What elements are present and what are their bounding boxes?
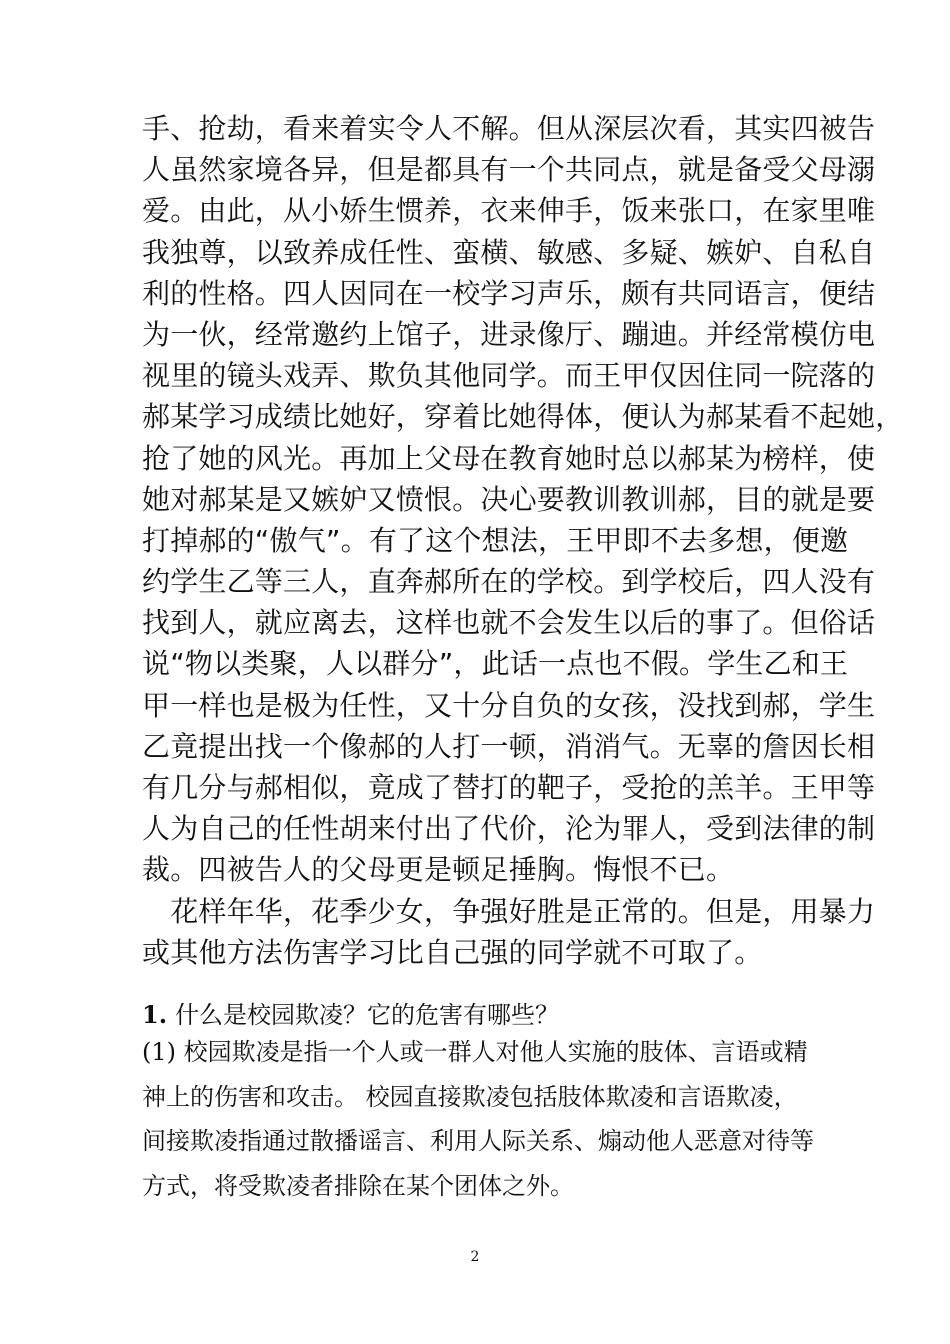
question-text: 什么是校园欺凌？它的危害有哪些？ <box>175 1001 560 1029</box>
text-line: (1) 校园欺凌是指一个人或一群人对他人实施的肢体、言语或精 <box>142 1038 808 1066</box>
text-line: 利的性格。四人因同在一校学习声乐，颇有共同语言，便结 <box>142 276 876 310</box>
text-line: 花样年华，花季少女，争强好胜是正常的。但是，用暴力 <box>142 894 876 928</box>
text-line: 乙竟提出找一个像郝的人打一顿，消消气。无辜的詹因长相 <box>142 729 876 763</box>
text-line: 间接欺凌指通过散播谣言、利用人际关系、煽动他人恶意对待等 <box>142 1127 814 1155</box>
text-line: 裁。四被告人的父母更是顿足捶胸。悔恨不已。 <box>142 853 735 887</box>
text-line: 或其他方法伤害学习比自己强的同学就不可取了。 <box>142 935 763 969</box>
text-line: 为一伙，经常邀约上馆子，进录像厅、蹦迪。并经常模仿电 <box>142 317 876 351</box>
text-line: 说“物以类聚，人以群分”，此话一点也不假。学生乙和王 <box>142 647 849 681</box>
text-line: 找到人，就应离去，这样也就不会发生以后的事了。但俗话 <box>142 606 876 640</box>
question-heading <box>142 995 822 1030</box>
text-line: 约学生乙等三人，直奔郝所在的学校。到学校后，四人没有 <box>142 565 876 599</box>
narrative-paragraph <box>142 108 904 973</box>
answer-paragraph <box>142 1030 822 1208</box>
text-line: 手、抢劫，看来着实令人不解。但从深层次看，其实四被告 <box>142 112 876 145</box>
text-line: 方式，将受欺凌者排除在某个团体之外。 <box>142 1171 574 1200</box>
page-number: 2 <box>470 1249 480 1265</box>
text-line: 我独尊，以致养成任性、蛮横、敏感、多疑、嫉妒、自私自 <box>142 235 876 269</box>
text-line: 打掉郝的“傲气”。有了这个想法，王甲即不去多想，便邀 <box>142 523 849 557</box>
text-line: 抢了她的风光。再加上父母在教育她时总以郝某为榜样，使 <box>142 441 876 475</box>
text-line: 爱。由此，从小娇生惯养，衣来伸手，饭来张口，在家里唯 <box>142 194 876 228</box>
text-line: 人虽然家境各异，但是都具有一个共同点，就是备受父母溺 <box>142 153 876 187</box>
text-line: 有几分与郝相似，竟成了替打的靶子，受抢的羔羊。王甲等 <box>142 771 876 804</box>
text-line: 她对郝某是又嫉妒又愤恨。决心要教训教训郝，目的就是要 <box>142 482 876 516</box>
text-line: 神上的伤害和攻击。 校园直接欺凌包括肢体欺凌和言语欺凌， <box>142 1082 798 1111</box>
text-line: 视里的镜头戏弄、欺负其他同学。而王甲仅因住同一院落的 <box>142 359 876 393</box>
question-number: 1. <box>142 1000 168 1029</box>
text-line: 人为自己的任性胡来付出了代价，沦为罪人，受到法律的制 <box>142 812 876 846</box>
text-line: 郝某学习成绩比她好，穿着比她得体，便认为郝某看不起她， <box>142 400 904 434</box>
text-line: 甲一样也是极为任性，又十分自负的女孩，没找到郝，学生 <box>142 688 876 722</box>
